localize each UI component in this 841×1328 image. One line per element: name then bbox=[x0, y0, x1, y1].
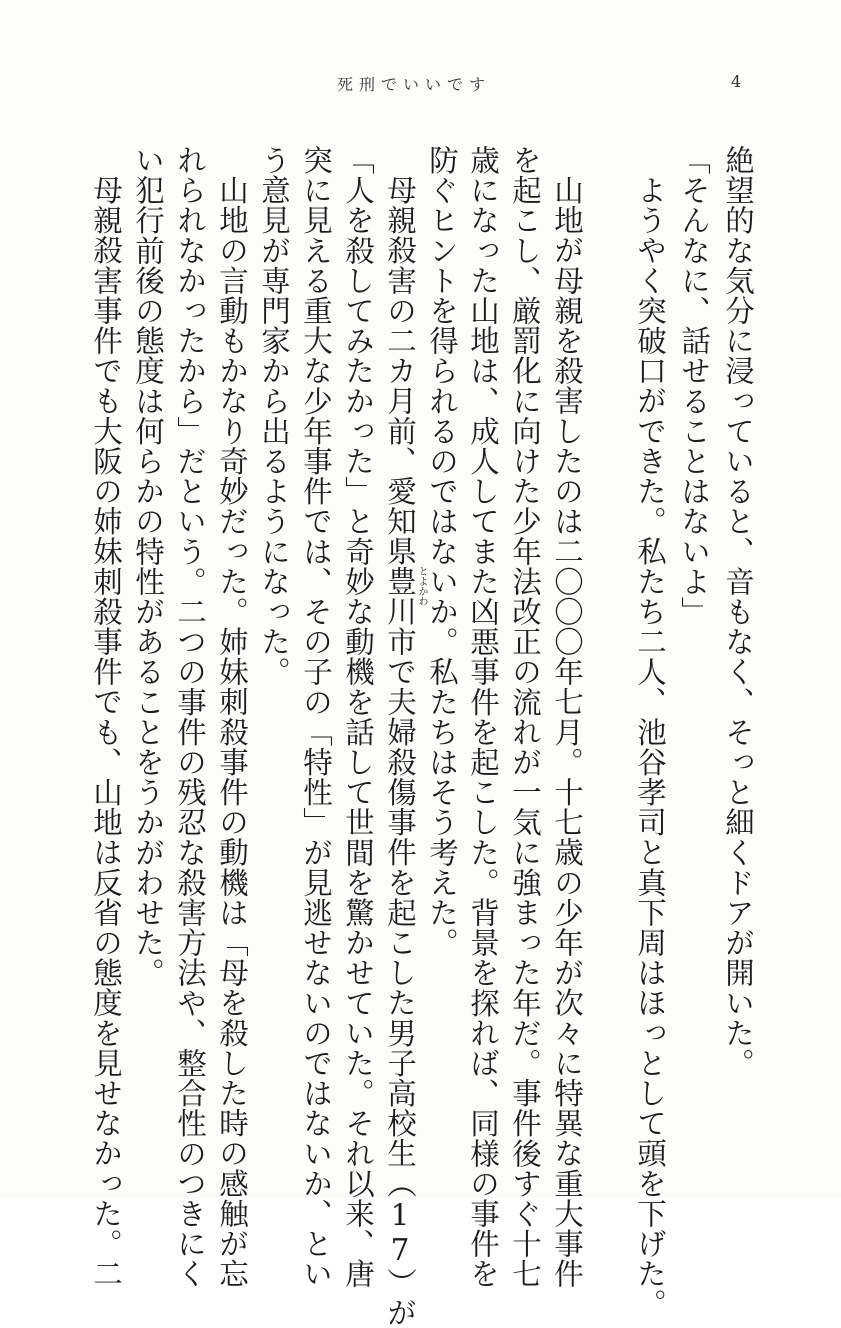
ruby-annotated-word bbox=[383, 566, 427, 627]
column-text: 市で夫婦殺傷事件を起こした男子高校生（17）が bbox=[383, 626, 417, 1328]
text-column bbox=[465, 145, 501, 1289]
column-text: 母親殺害の二カ月前、愛知県 bbox=[383, 175, 417, 567]
column-text: ようやく突破口ができた。私たち二人、池谷孝司と真下周はほっとして頭を下げた。 bbox=[633, 175, 667, 1319]
text-column bbox=[676, 145, 712, 1185]
text-column bbox=[172, 145, 208, 1289]
text-column bbox=[214, 145, 250, 1289]
ruby-reading: とよかわ bbox=[416, 566, 427, 607]
page-number: 4 bbox=[731, 72, 742, 91]
column-text: を起こし、厳罰化に向けた少年法改正の流れが一気に強まった年だ。事件後すぐ十七 bbox=[508, 145, 542, 1289]
text-column bbox=[549, 145, 585, 1289]
column-text: 「人を殺してみたかった」と奇妙な動機を話して世間を驚かせていた。それ以来、唐 bbox=[341, 145, 375, 1289]
text-column bbox=[507, 145, 543, 1289]
text-column bbox=[382, 145, 427, 1328]
text-column bbox=[130, 145, 166, 1185]
text-column bbox=[88, 145, 124, 1289]
column-text: 突に見える重大な少年事件では、その子の「特性」が見逃せないのではないか、とい bbox=[299, 145, 333, 1289]
column-text: 歳になった山地は、成人してまた凶悪事件を起こした。背景を探れば、同様の事件を bbox=[466, 145, 500, 1289]
column-text: い犯行前後の態度は何らかの特性があることをうかがわせた。 bbox=[131, 145, 165, 988]
text-column bbox=[632, 145, 668, 1319]
text-column bbox=[340, 145, 376, 1289]
text-column bbox=[424, 145, 460, 1185]
column-text: 山地の言動もかなり奇妙だった。姉妹刺殺事件の動機は「母を殺した時の感触が忘 bbox=[215, 175, 249, 1289]
column-text: 絶望的な気分に浸っていると、音もなく、そっと細くドアが開いた。 bbox=[721, 145, 755, 1079]
column-text: う意見が専門家から出るようになった。 bbox=[257, 145, 291, 687]
text-column bbox=[298, 145, 334, 1289]
column-text: 山地が母親を殺害したのは二〇〇〇年七月。十七歳の少年が次々に特異な重大事件 bbox=[550, 175, 584, 1289]
text-column bbox=[256, 145, 292, 1185]
column-text: 防ぐヒントを得られるのではないか。私たちはそう考えた。 bbox=[425, 145, 459, 958]
running-title: 死刑でいいです bbox=[337, 75, 492, 94]
text-column bbox=[720, 145, 756, 1185]
column-text: れられなかったから」だという。二つの事件の残忍な殺害方法や、整合性のつきにく bbox=[173, 145, 207, 1289]
ruby-base: 豊川 bbox=[383, 566, 417, 627]
column-text: 母親殺害事件でも大阪の姉妹刺殺事件でも、山地は反省の態度を見せなかった。二 bbox=[89, 175, 123, 1289]
column-text: 「そんなに、話せることはないよ」 bbox=[677, 145, 711, 627]
